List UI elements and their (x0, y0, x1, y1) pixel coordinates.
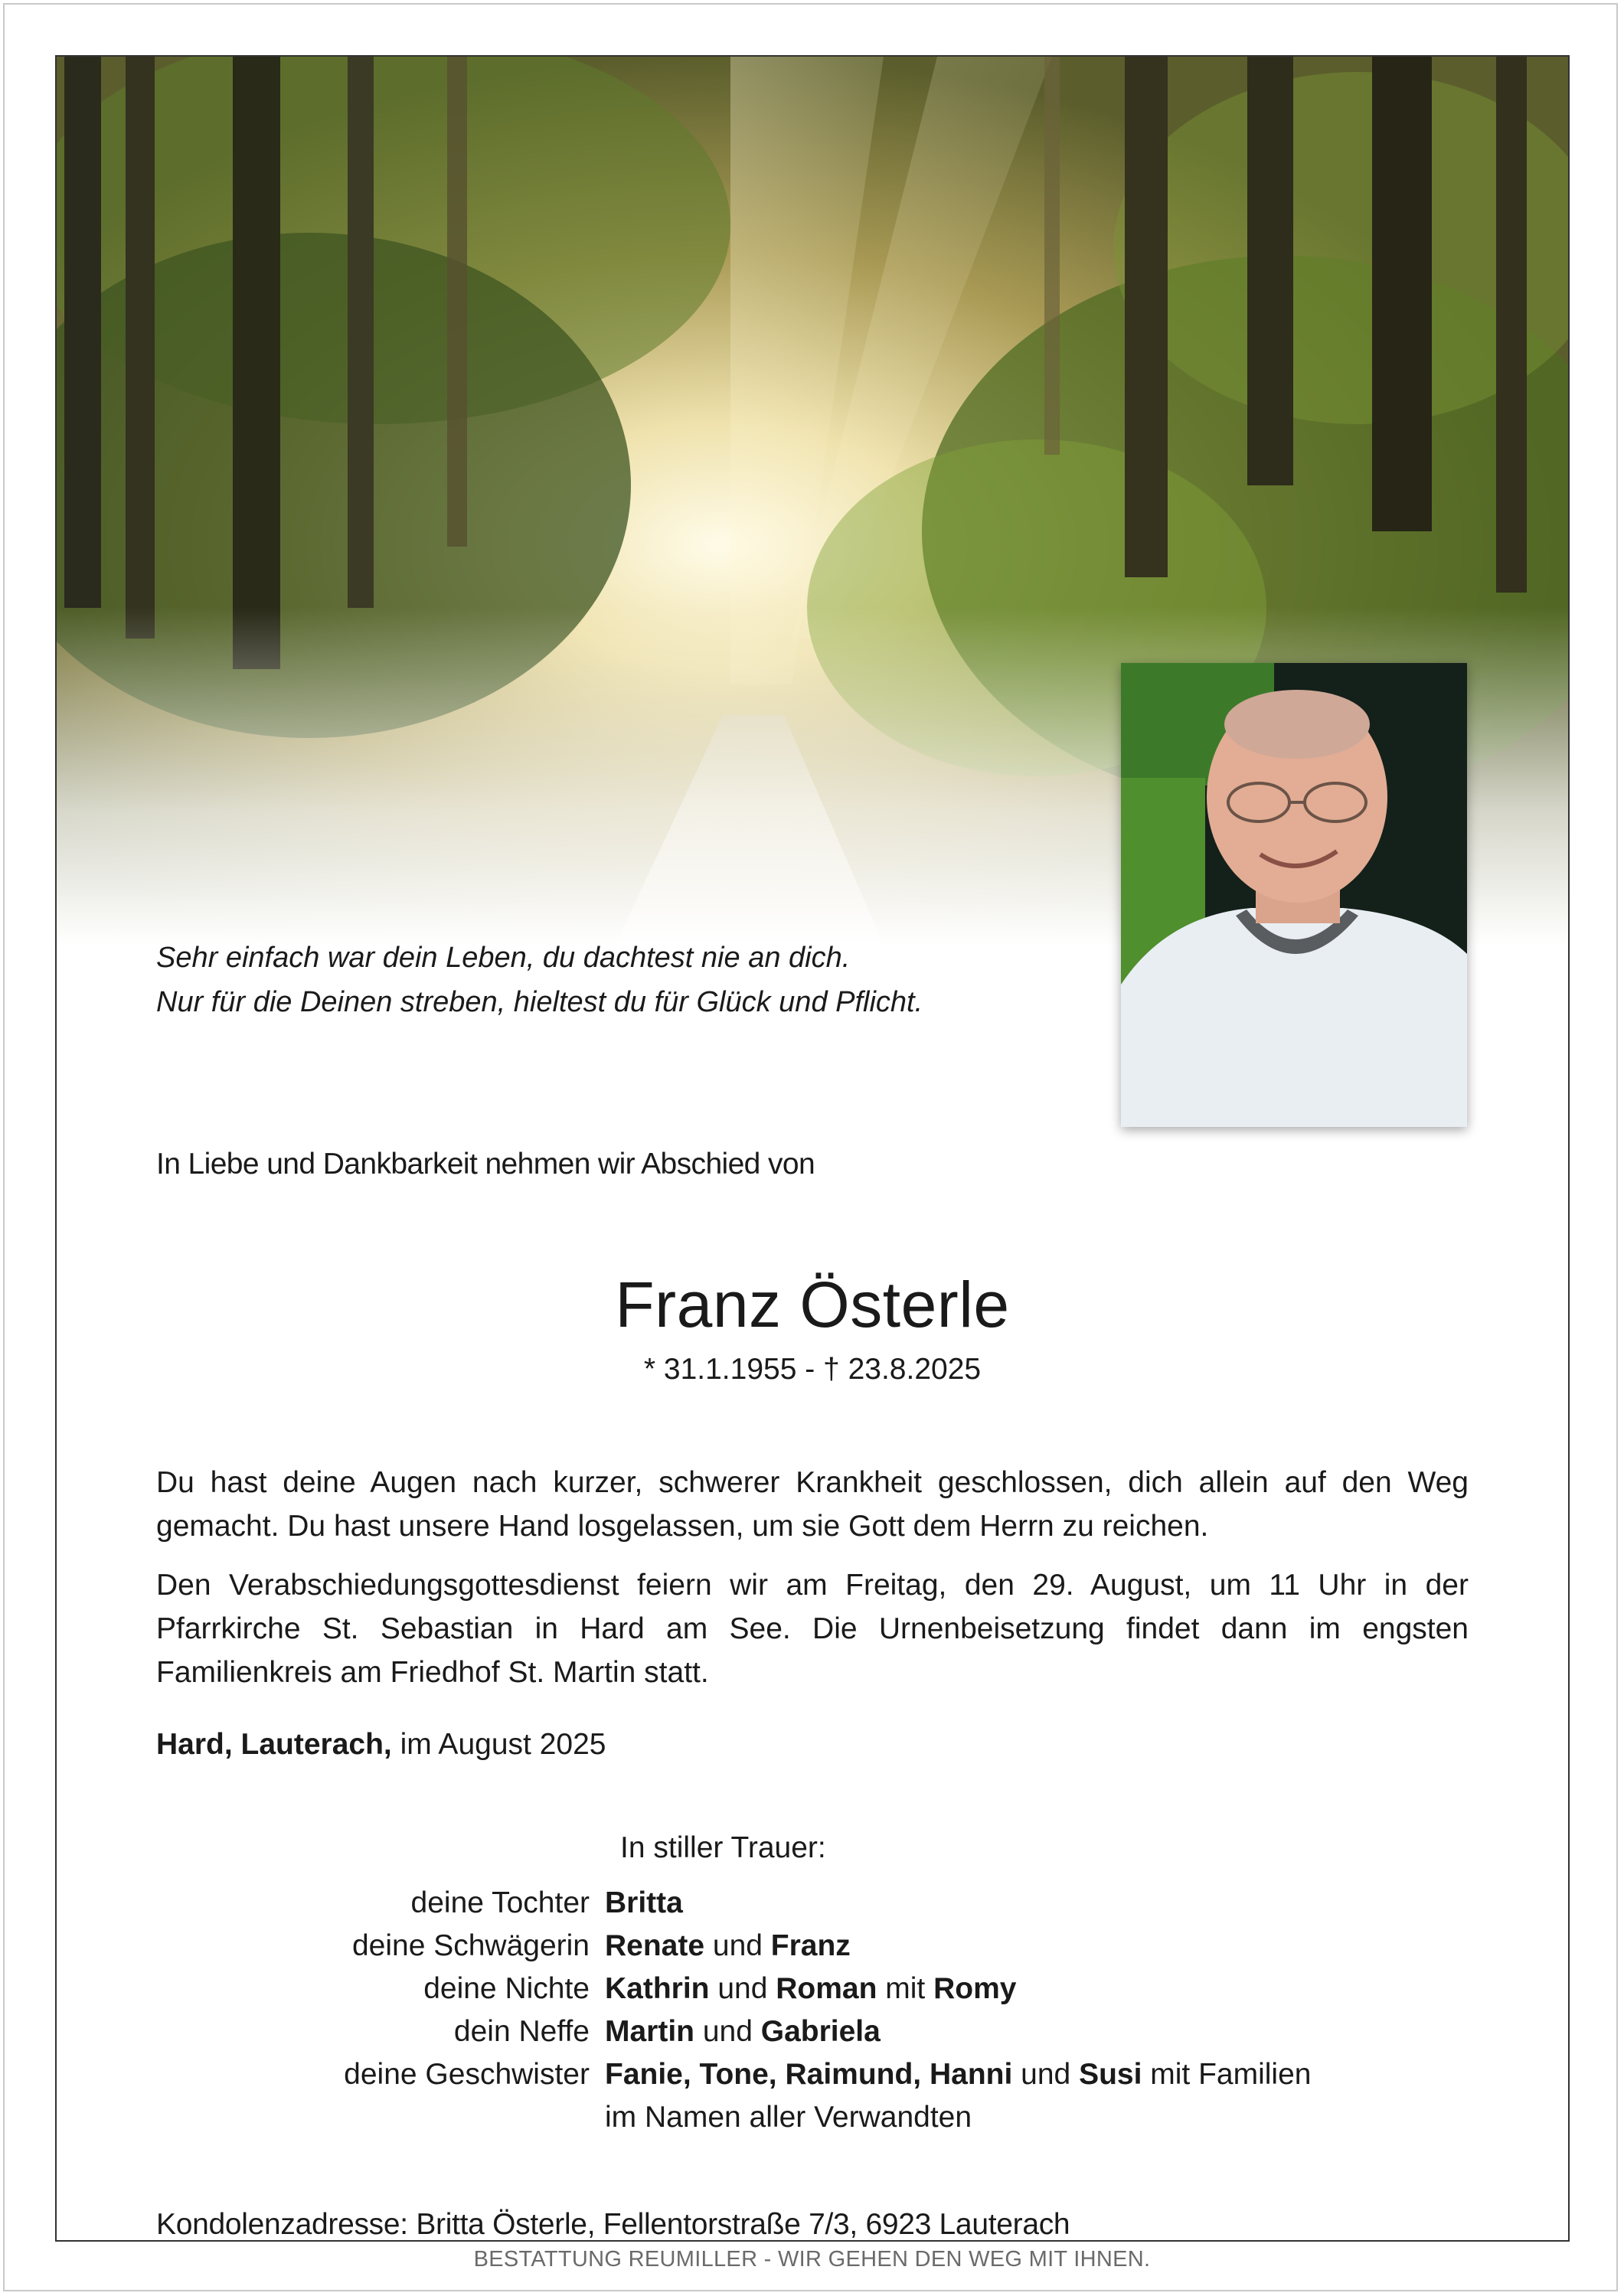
mourner-names (605, 1882, 683, 1925)
mourner-names (605, 1968, 1016, 2010)
deceased-name: Franz Österle (615, 1269, 1010, 1341)
connector-text: und (704, 1929, 771, 1962)
poem-verse (156, 936, 1106, 1024)
mourners-closing: im Namen aller Verwandten (605, 2101, 972, 2134)
poem-line: Nur für die Deinen streben, hieltest du für Glück und Pflicht. (156, 986, 923, 1018)
place-and-date (156, 1728, 606, 1762)
mourner-relation: deine Tochter (410, 1886, 590, 1919)
connector-text: und (709, 1972, 776, 2005)
mourner-names (605, 2053, 1311, 2096)
mourner-row (57, 1882, 1568, 1925)
mourner-relation: dein Neffe (453, 2015, 590, 2048)
mourner-name: Franz (770, 1929, 851, 1962)
service-paragraph: Den Verabschiedungsgottesdienst feiern wir am Freitag, den 29. August, um 11 Uhr in der Pfarrkirche St. Sebastian in Hard am See. Die Urnenbeisetzung findet dann im engsten Familienkreis am Friedhof St. Martin statt. (156, 1569, 1469, 1689)
portrait-photo (1121, 663, 1467, 1127)
mourner-name: Martin (605, 2015, 694, 2048)
mourner-name: Roman (776, 1972, 877, 2005)
death-notice-card (55, 55, 1570, 2242)
mourning-heading: In stiller Trauer: (620, 1831, 826, 1864)
connector-text: und (1012, 2058, 1080, 2091)
mourner-names (605, 2010, 881, 2053)
mourner-name: Britta (605, 1886, 683, 1919)
mourners-list (57, 1882, 1568, 2139)
mourner-name: Renate (605, 1929, 705, 1962)
mourner-name: Gabriela (760, 2015, 881, 2048)
poem-line: Sehr einfach war dein Leben, du dachtest nie an dich. (156, 942, 851, 974)
mourner-name: Kathrin (605, 1972, 710, 2005)
life-dates: * 31.1.1955 - † 23.8.2025 (643, 1353, 982, 1386)
mourner-name: Fanie, Tone, Raimund, Hanni (605, 2058, 1013, 2091)
mourner-name: Romy (933, 1972, 1017, 2005)
mourner-row (57, 1925, 1568, 1968)
mourner-names (605, 1925, 851, 1968)
mourner-relation: deine Geschwister (344, 2058, 590, 2091)
mourner-row (57, 1968, 1568, 2010)
connector-text: mit (877, 1972, 934, 2005)
intro-text: In Liebe und Dankbarkeit nehmen wir Abschied von (156, 1148, 815, 1181)
connector-text: und (694, 2015, 761, 2048)
condolence-address: Kondolenzadresse: Britta Österle, Fellentorstraße 7/3, 6923 Lauterach (156, 2208, 1070, 2241)
mourner-relation: deine Nichte (423, 1972, 590, 2005)
mourner-row (57, 2053, 1568, 2096)
footer-slogan: BESTATTUNG REUMILLER - WIR GEHEN DEN WEG MIT IHNEN. (473, 2247, 1151, 2272)
mourner-row (57, 2010, 1568, 2053)
mourner-relation: deine Schwägerin (351, 1929, 590, 1962)
date-text: im August 2025 (391, 1728, 606, 1761)
mourner-name: Susi (1079, 2058, 1142, 2091)
place-names: Hard, Lauterach, (156, 1728, 392, 1761)
connector-text: mit Familien (1142, 2058, 1312, 2091)
message-paragraph: Du hast deine Augen nach kurzer, schwerer Krankheit geschlossen, dich allein auf den Weg gemacht. Du hast unsere Hand losgelassen, um sie Gott dem Herrn zu reichen. (156, 1466, 1469, 1543)
